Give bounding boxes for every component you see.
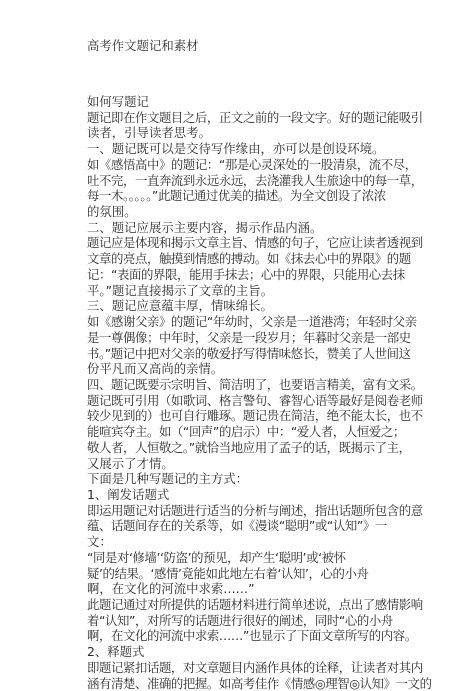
body-line: 平。”题记直接揭示了文章的主旨。 [87, 282, 274, 298]
body-line: 份平凡而又高尚的亲情。 [87, 361, 224, 377]
body-line: 即运用题记对话题进行适当的分析与阐述，指出话题所包含的意 [87, 502, 423, 518]
body-line: 一、题记既可以是交待写作缘由，亦可以是创设环境。 [87, 141, 385, 157]
body-line: 文章的亮点，触摸到情感的搏动。如《抹去心中的界限》的题 [87, 251, 411, 267]
body-line: 如何写题记 [87, 94, 149, 109]
body-line: 每一木。。。。。”此题记通过优美的描述。为全文创设了浓浓 [87, 188, 386, 204]
body-line: 记：“表面的界限，能用手抹去；心中的界限，只能用心去抹 [87, 266, 405, 282]
body-line: 较少见到的）也可自行雕琢。题记贵在简洁，绝不能太长，也不 [87, 408, 423, 424]
body-line: 是一尊偶像；中年时，父亲是一段岁月；年暮时父亲是一部史 [87, 329, 411, 345]
document-title: 高考作文题记和素材 [87, 38, 199, 53]
body-line: 题记既可引用（如歌词、格言警句、睿智心语等最好是阅卷老师 [87, 392, 423, 408]
body-line: 三、题记应意蕴丰厚，情味绵长。 [87, 298, 273, 314]
body-line: 能喧宾夺主。如（“回声”的启示）中：“爱人者，人恒爱之； [87, 424, 405, 440]
body-line: 敬人者，人恒敬之。”就恰当地应用了孟子的话，既揭示了主， [87, 439, 411, 455]
body-line: “同是对‘修墙’‘防盗’的预见，却产生‘聪明’或‘被怀 [87, 549, 346, 565]
body-line: 二、题记应展示主要内容，揭示作品内涵。 [87, 219, 323, 235]
body-line: 1、阐发话题式 [87, 486, 170, 502]
body-line: 即题记紧扣话题，对文章题目内涵作具体的诠释，让读者对其内 [87, 659, 423, 675]
body-line: 的氛围。 [87, 204, 137, 220]
body-line: 啊，在文化的河流中求索……” [87, 581, 255, 597]
body-line: 吐不完，一直奔流到永远永远，去浇灌我人生旅途中的每一草， [87, 172, 423, 188]
body-line: 2、释题式 [87, 644, 145, 660]
body-line: 下面是几种写题记的主方式： [87, 471, 249, 487]
body-line: 此题记通过对所提供的话题材料进行简单述说，点出了感情影响 [87, 597, 423, 612]
body-line: 如《感谢父亲》的题记“年幼时，父亲是一道港湾；年轻时父亲 [87, 314, 417, 330]
body-line: 疑’的结果。‘感情’竟能如此地左右着‘认知’，心的小舟 [87, 565, 369, 581]
body-line: 着“认知”，对所写的话题进行很好的阐述，同时“心的小舟 [87, 612, 393, 628]
body-line: 涵有清楚、准确的把握。如高考佳作《情感◎理智◎认知》一文的 [87, 675, 432, 691]
body-line: 题记应是体现和揭示文章主旨、情感的句子，它应让读者透视到 [87, 235, 423, 251]
body-line: 题记即在作文题目之后，正文之前的一段文字。好的题记能吸引 [87, 109, 423, 125]
body-line: 如《感悟高中》的题记：“那是心灵深处的一股清泉，流不尽， [87, 156, 417, 172]
body-line: 书。”题记中把对父亲的敬爱抒写得情味悠长，赞美了人世间这 [87, 345, 411, 361]
body-line: 四、题记既要示宗明旨、简洁明了，也要语言精美，富有文采。 [87, 376, 423, 392]
body-line: 啊，在文化的河流中求索……”也显示了下面文章所写的内容。 [87, 628, 417, 644]
document-body [87, 94, 432, 691]
body-line: 蕴、话题间存在的关系等，如《漫谈“聪明”或“认知”》一 [87, 518, 387, 534]
body-line: 文： [87, 534, 112, 550]
body-line: 读者，引导读者思考。 [87, 125, 211, 141]
body-line: 又展示了才情。 [87, 455, 174, 471]
